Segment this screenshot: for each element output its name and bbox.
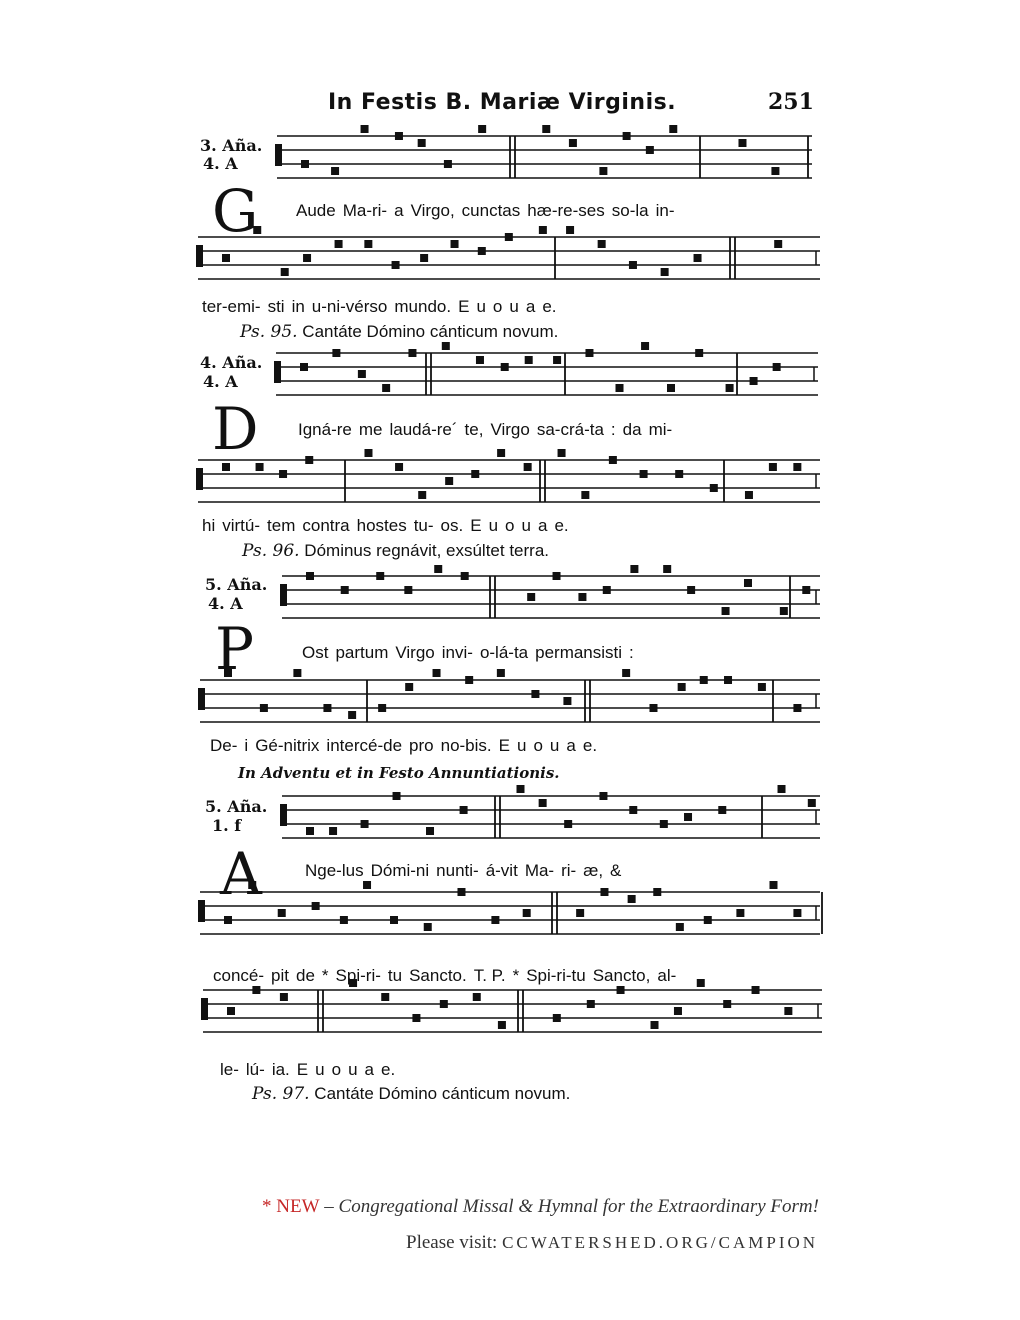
neume-note <box>553 1014 561 1022</box>
neume-note <box>769 463 777 471</box>
neume-note <box>646 146 654 154</box>
lyric-syllable: mi- <box>648 420 673 439</box>
neume-note <box>539 226 547 234</box>
lyric-syllable: E <box>470 516 482 535</box>
neume-note <box>433 669 441 677</box>
neume-note <box>616 384 624 392</box>
antiphon-3-lyrics-line-2 <box>210 736 604 756</box>
neume-note <box>224 916 232 924</box>
neume-note <box>451 240 459 248</box>
neume-note <box>382 384 390 392</box>
neume-note <box>478 125 486 133</box>
lyric-syllable: Virgo, <box>410 201 455 220</box>
neume-note <box>736 909 744 917</box>
neume-note <box>629 261 637 269</box>
clef-icon <box>196 468 203 490</box>
neume-note <box>726 384 734 392</box>
neume-note <box>651 1021 659 1029</box>
lyric-syllable: os. <box>440 516 464 535</box>
neume-note <box>252 986 260 994</box>
neume-note <box>457 888 465 896</box>
lyric-syllable: De- <box>210 736 238 755</box>
lyric-syllable: & <box>610 861 622 880</box>
lyric-syllable: E <box>296 1060 309 1079</box>
neume-note <box>222 463 230 471</box>
neume-note <box>222 254 230 262</box>
website-link[interactable]: CCWATERSHED.ORG/CAMPION <box>502 1233 819 1252</box>
antiphon-1-initial: G <box>212 177 259 245</box>
neume-note <box>301 160 309 168</box>
lyric-syllable: sti <box>267 297 285 316</box>
lyric-syllable: so-la <box>611 201 649 220</box>
neume-note <box>758 683 766 691</box>
neume-note <box>361 125 369 133</box>
neume-note <box>323 704 331 712</box>
antiphon-2-lyrics-line-1 <box>298 420 679 440</box>
neume-note <box>704 916 712 924</box>
neume-note <box>640 470 648 478</box>
neume-note <box>784 1007 792 1015</box>
lyric-syllable: u <box>476 297 486 316</box>
neume-note <box>587 1000 595 1008</box>
asterisk: * <box>262 1196 272 1217</box>
lyric-syllable: u <box>315 1060 325 1079</box>
neume-note <box>558 449 566 457</box>
lyric-syllable: tu- <box>413 516 434 535</box>
neume-note <box>687 586 695 594</box>
neume-note <box>444 160 452 168</box>
neume-note <box>331 167 339 175</box>
lyric-syllable: e. <box>582 736 598 755</box>
neume-note <box>364 449 372 457</box>
neume-note <box>669 125 677 133</box>
new-label: NEW <box>276 1196 320 1217</box>
neume-note <box>378 704 386 712</box>
neume-note <box>393 792 401 800</box>
neume-note <box>281 268 289 276</box>
lyric-syllable: ri- <box>561 861 577 880</box>
neume-note <box>498 1021 506 1029</box>
neume-note <box>808 799 816 807</box>
lyric-syllable: u <box>521 516 531 535</box>
neume-note <box>390 916 398 924</box>
lyric-syllable: lú- <box>245 1060 265 1079</box>
lyric-syllable: : <box>610 420 616 439</box>
neume-note <box>628 895 636 903</box>
antiphon-1-lyrics-line-2 <box>202 297 564 317</box>
lyric-syllable: * <box>321 966 329 985</box>
psalm-reference: Ps. 97. <box>252 1084 310 1104</box>
neume-note <box>525 356 533 364</box>
neume-note <box>476 356 484 364</box>
antiphon-2-label: 4. Aña. <box>200 353 263 372</box>
neume-note <box>718 806 726 814</box>
neume-note <box>361 820 369 828</box>
neume-note <box>278 909 286 917</box>
neume-note <box>694 254 702 262</box>
lyric-syllable: a <box>394 201 404 220</box>
neume-note <box>524 463 532 471</box>
neume-note <box>563 697 571 705</box>
lyric-syllable: hi <box>202 516 216 535</box>
neume-note <box>585 349 593 357</box>
neume-note <box>501 363 509 371</box>
antiphon-4-psalm <box>252 1084 570 1104</box>
antiphon-3-lyrics-line-1 <box>302 643 641 663</box>
psalm-text: Dóminus regnávit, exsúltet terra. <box>304 541 550 560</box>
lyric-syllable: a <box>566 736 576 755</box>
neume-note <box>497 669 505 677</box>
neume-note <box>752 986 760 994</box>
lyric-syllable: á-vit <box>485 861 518 880</box>
neume-note <box>598 240 606 248</box>
antiphon-2-lyrics-line-2 <box>202 516 576 536</box>
lyric-syllable: virtú- <box>222 516 261 535</box>
lyric-syllable: o <box>492 297 503 316</box>
clef-icon <box>198 900 205 922</box>
lyric-syllable: de <box>296 966 315 985</box>
antiphon-4-lyrics-line-2 <box>213 966 683 986</box>
neume-note <box>465 676 473 684</box>
neume-note <box>420 254 428 262</box>
neume-note <box>780 607 788 615</box>
psalm-reference: Ps. 95. <box>240 322 298 342</box>
antiphon-1-psalm <box>240 322 558 342</box>
antiphon-4-lyrics-line-1 <box>305 861 628 881</box>
neume-note <box>661 268 669 276</box>
lyric-syllable: cunctas <box>461 201 521 220</box>
lyric-syllable: concé- <box>213 966 265 985</box>
clef-icon <box>196 245 203 267</box>
neume-note <box>667 384 675 392</box>
lyric-syllable: intercé-de <box>326 736 403 755</box>
lyric-syllable: u-ni-vérso <box>311 297 388 316</box>
neume-note <box>404 586 412 594</box>
neume-note <box>609 456 617 464</box>
lyric-syllable: Virgo <box>490 420 530 439</box>
neume-note <box>348 711 356 719</box>
psalm-reference: Ps. 96. <box>242 541 300 561</box>
lyric-syllable: pro <box>409 736 434 755</box>
lyric-syllable: Virgo <box>395 643 435 662</box>
neume-note <box>774 240 782 248</box>
lyric-syllable: hæ-re-ses <box>527 201 605 220</box>
neume-note <box>778 785 786 793</box>
neume-note <box>793 463 801 471</box>
neume-note <box>802 586 810 594</box>
neume-note <box>303 254 311 262</box>
neume-note <box>722 607 730 615</box>
neume-note <box>280 993 288 1001</box>
neume-note <box>497 449 505 457</box>
lyric-syllable: in <box>291 297 305 316</box>
lyric-syllable: a <box>537 516 548 535</box>
lyric-syllable: : <box>629 643 634 662</box>
antiphon-1-label: 3. Aña. <box>200 136 263 155</box>
neume-note <box>473 993 481 1001</box>
neume-note <box>564 820 572 828</box>
lyric-syllable: hostes <box>356 516 407 535</box>
page-number: 251 <box>768 89 814 115</box>
lyric-syllable: Spi-ri-tu <box>526 966 586 985</box>
clef-icon <box>280 584 287 606</box>
antiphon-3-mode: 4. A <box>208 594 243 613</box>
antiphon-4-initial: A <box>220 840 262 908</box>
lyric-syllable: Gé-nitrix <box>255 736 320 755</box>
lyric-syllable: da <box>622 420 642 439</box>
neume-note <box>738 139 746 147</box>
lyric-syllable: pit <box>271 966 289 985</box>
rubric: In Adventu et in Festo Annuntiationis. <box>238 764 560 782</box>
neume-note <box>603 586 611 594</box>
neume-note <box>724 676 732 684</box>
lyric-syllable: Ma- <box>524 861 555 880</box>
neume-note <box>300 363 308 371</box>
neume-note <box>381 993 389 1001</box>
lyric-syllable: i <box>244 736 249 755</box>
neume-note <box>358 370 366 378</box>
neume-note <box>566 226 574 234</box>
lyric-syllable: sa-crá-ta <box>536 420 604 439</box>
neume-note <box>516 785 524 793</box>
neume-note <box>723 1000 731 1008</box>
neume-note <box>793 704 801 712</box>
neume-note <box>663 565 671 573</box>
lyric-syllable: o <box>533 736 543 755</box>
lyric-syllable: tu <box>387 966 403 985</box>
lyric-syllable: Ma-ri- <box>342 201 388 220</box>
lyric-syllable: permansisti <box>535 643 623 662</box>
neume-note <box>341 586 349 594</box>
neume-note <box>471 470 479 478</box>
neume-note <box>553 572 561 580</box>
clef-icon <box>201 998 208 1020</box>
antiphon-4-lyrics-line-3 <box>220 1060 402 1080</box>
neume-note <box>629 806 637 814</box>
visit-label: Please visit: <box>406 1232 498 1253</box>
neume-note <box>408 349 416 357</box>
neume-note <box>769 881 777 889</box>
neume-note <box>684 813 692 821</box>
footer-visit <box>406 1232 818 1254</box>
neume-note <box>623 132 631 140</box>
neume-note <box>256 463 264 471</box>
lyric-syllable: o-lá-ta <box>479 643 529 662</box>
neume-note <box>418 139 426 147</box>
neume-note <box>599 792 607 800</box>
neume-note <box>697 979 705 987</box>
clef-icon <box>198 688 205 710</box>
neume-note <box>260 704 268 712</box>
neume-note <box>660 820 668 828</box>
lyric-syllable: contra <box>302 516 350 535</box>
neume-note <box>700 676 708 684</box>
neume-note <box>392 261 400 269</box>
lyric-syllable: Ost <box>302 643 329 662</box>
neume-note <box>750 377 758 385</box>
neume-note <box>745 491 753 499</box>
neume-note <box>569 139 577 147</box>
neume-note <box>773 363 781 371</box>
lyric-syllable: Dómi-ni <box>370 861 430 880</box>
neume-note <box>305 456 313 464</box>
neume-note <box>424 923 432 931</box>
lyric-syllable: o <box>331 1060 342 1079</box>
footer-promo <box>262 1196 819 1218</box>
neume-note <box>363 881 371 889</box>
neume-note <box>426 827 434 835</box>
neume-note <box>412 1014 420 1022</box>
antiphon-2-initial: D <box>212 395 259 463</box>
antiphon-4-mode: 1. f <box>212 816 242 835</box>
neume-note <box>329 827 337 835</box>
footer-tagline: – Congregational Missal & Hymnal for the Extraordinary Form! <box>324 1196 819 1217</box>
neume-note <box>405 683 413 691</box>
lyric-syllable: Spi-ri- <box>335 966 381 985</box>
neume-note <box>227 1007 235 1015</box>
neume-note <box>793 909 801 917</box>
neume-note <box>622 669 630 677</box>
neume-note <box>478 247 486 255</box>
lyric-syllable: a <box>525 297 536 316</box>
neume-note <box>617 986 625 994</box>
neume-note <box>653 888 661 896</box>
neume-note <box>581 491 589 499</box>
lyric-syllable: invi- <box>441 643 473 662</box>
lyric-syllable: Igná-re <box>298 420 352 439</box>
neume-note <box>641 342 649 350</box>
lyric-syllable: * <box>512 966 520 985</box>
neume-note <box>364 240 372 248</box>
lyric-syllable: Sancto, <box>592 966 651 985</box>
neume-note <box>523 909 531 917</box>
neume-note <box>599 167 607 175</box>
lyric-syllable: nunti- <box>436 861 479 880</box>
neume-note <box>675 470 683 478</box>
psalm-text: Cantáte Dómino cánticum novum. <box>314 1084 571 1103</box>
neume-note <box>335 240 343 248</box>
lyric-syllable: no-bis. <box>440 736 492 755</box>
neume-note <box>460 806 468 814</box>
lyric-syllable: a <box>364 1060 374 1079</box>
lyric-syllable: laudá-re´ <box>389 420 458 439</box>
neume-note <box>376 572 384 580</box>
lyric-syllable: e. <box>554 516 569 535</box>
neume-note <box>527 593 535 601</box>
lyric-syllable: æ, <box>583 861 604 880</box>
lyric-syllable: tem <box>267 516 296 535</box>
neume-note <box>279 470 287 478</box>
antiphon-1-lyrics-line-1 <box>296 201 682 221</box>
lyric-syllable: u <box>348 1060 358 1079</box>
neume-note <box>630 565 638 573</box>
neume-note <box>649 704 657 712</box>
neume-note <box>445 477 453 485</box>
neume-note <box>461 572 469 580</box>
lyric-syllable: E <box>498 736 510 755</box>
neume-note <box>395 463 403 471</box>
lyric-syllable: u <box>549 736 560 755</box>
lyric-syllable: e. <box>381 1060 396 1079</box>
neume-note <box>395 132 403 140</box>
antiphon-3-label: 5. Aña. <box>205 575 268 594</box>
lyric-syllable: mundo. <box>394 297 452 316</box>
antiphon-2-psalm <box>242 541 549 561</box>
lyric-syllable: Nge-lus <box>305 861 364 880</box>
lyric-syllable: Sancto. <box>409 966 467 985</box>
lyric-syllable: u <box>516 736 527 755</box>
neume-note <box>531 690 539 698</box>
lyric-syllable: te, <box>464 420 484 439</box>
neume-note <box>440 1000 448 1008</box>
neume-note <box>434 565 442 573</box>
lyric-syllable: le- <box>220 1060 239 1079</box>
neume-note <box>332 349 340 357</box>
neume-note <box>771 167 779 175</box>
lyric-syllable: in- <box>655 201 675 220</box>
lyric-syllable: ia. <box>271 1060 290 1079</box>
neume-note <box>674 1007 682 1015</box>
neume-note <box>491 916 499 924</box>
neume-note <box>542 125 550 133</box>
lyric-syllable: Aude <box>296 201 336 220</box>
clef-icon <box>280 804 287 826</box>
neume-note <box>695 349 703 357</box>
lyric-syllable: o <box>505 516 515 535</box>
neume-note <box>553 356 561 364</box>
neume-note <box>744 579 752 587</box>
neume-note <box>505 233 513 241</box>
page-title: In Festis B. Mariæ Virginis. <box>328 90 677 115</box>
clef-icon <box>274 361 281 383</box>
neume-note <box>539 799 547 807</box>
neume-note <box>578 593 586 601</box>
neume-note <box>312 902 320 910</box>
neume-note <box>676 923 684 931</box>
neume-note <box>678 683 686 691</box>
neume-note <box>442 342 450 350</box>
neume-note <box>576 909 584 917</box>
neume-note <box>418 491 426 499</box>
lyric-syllable: T. P. <box>473 966 506 985</box>
neume-note <box>306 827 314 835</box>
neume-note <box>340 916 348 924</box>
lyric-syllable: u <box>488 516 499 535</box>
neume-note <box>306 572 314 580</box>
lyric-syllable: ter-emi- <box>202 297 261 316</box>
lyric-syllable: partum <box>335 643 389 662</box>
lyric-syllable: E <box>458 297 470 316</box>
neume-note <box>293 669 301 677</box>
antiphon-2-mode: 4. A <box>203 372 238 391</box>
antiphon-4-label: 5. Aña. <box>205 797 268 816</box>
lyric-syllable: me <box>358 420 383 439</box>
lyric-syllable: al- <box>657 966 677 985</box>
neume-note <box>600 888 608 896</box>
neume-note <box>710 484 718 492</box>
antiphon-1-mode: 4. A <box>203 154 238 173</box>
clef-icon <box>275 144 282 166</box>
lyric-syllable: e. <box>542 297 557 316</box>
antiphon-3-initial: P <box>215 615 255 683</box>
lyric-syllable: u <box>509 297 519 316</box>
psalm-text: Cantáte Dómino cánticum novum. <box>302 322 559 341</box>
